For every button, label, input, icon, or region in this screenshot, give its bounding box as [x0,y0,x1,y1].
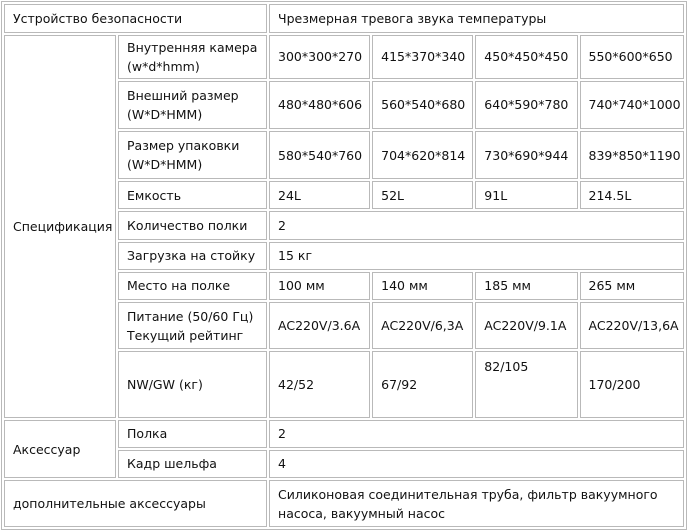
safety-device-value: Чрезмерная тревога звука температуры [269,4,684,33]
table-row [4,4,684,33]
shelf-space-value: 100 мм [269,272,370,300]
inner-chamber-value: 300*300*270 [269,35,370,79]
package-size-value: 580*540*760 [269,131,370,180]
package-size-value: 704*620*814 [372,131,473,180]
accessory-shelf-value: 2 [269,420,684,448]
outer-size-value: 640*590*780 [475,81,577,129]
capacity-value: 52L [372,181,473,209]
package-size-value: 839*850*1190 [580,131,684,180]
rack-load-value: 15 кг [269,242,684,271]
weight-label: NW/GW (кг) [118,351,267,418]
capacity-value: 91L [475,181,577,209]
package-size-label: Размер упаковки (W*D*HMM) [118,131,267,180]
table-row [4,480,684,527]
optional-accessories-label: дополнительные аксессуары [4,480,267,527]
safety-device-label: Устройство безопасности [4,4,267,33]
outer-size-value: 480*480*606 [269,81,370,129]
weight-value: 82/105 [475,351,577,418]
rack-load-label: Загрузка на стойку [118,242,267,271]
shelf-frame-label: Кадр шельфа [118,450,267,479]
outer-size-value: 740*740*1000 [580,81,684,129]
shelf-frame-value: 4 [269,450,684,479]
weight-value: 170/200 [580,351,684,418]
package-size-value: 730*690*944 [475,131,577,180]
accessory-shelf-label: Полка [118,420,267,448]
accessory-group-label: Аксессуар [4,420,116,478]
power-value: AC220V/13,6A [580,302,684,350]
capacity-label: Емкость [118,181,267,209]
specification-group-label: Спецификация [4,35,116,419]
shelf-space-label: Место на полке [118,272,267,300]
specification-table [1,1,687,530]
inner-chamber-value: 415*370*340 [372,35,473,79]
inner-chamber-value: 450*450*450 [475,35,577,79]
inner-chamber-value: 550*600*650 [580,35,684,79]
capacity-value: 214.5L [580,181,684,209]
optional-accessories-value: Силиконовая соединительная труба, фильтр вакуумного насоса, вакуумный насос [269,480,684,527]
table-row [4,420,684,448]
weight-value: 67/92 [372,351,473,418]
shelf-space-value: 185 мм [475,272,577,300]
power-label: Питание (50/60 Гц) Текущий рейтинг [118,302,267,350]
shelf-space-value: 140 мм [372,272,473,300]
outer-size-value: 560*540*680 [372,81,473,129]
inner-chamber-label: Внутренняя камера (w*d*hmm) [118,35,267,79]
shelf-count-value: 2 [269,211,684,240]
shelf-count-label: Количество полки [118,211,267,240]
shelf-space-value: 265 мм [580,272,684,300]
power-value: AC220V/6,3A [372,302,473,350]
power-value: AC220V/9.1A [475,302,577,350]
table-row [4,35,684,79]
power-value: AC220V/3.6A [269,302,370,350]
outer-size-label: Внешний размер (W*D*HMM) [118,81,267,129]
capacity-value: 24L [269,181,370,209]
weight-value: 42/52 [269,351,370,418]
